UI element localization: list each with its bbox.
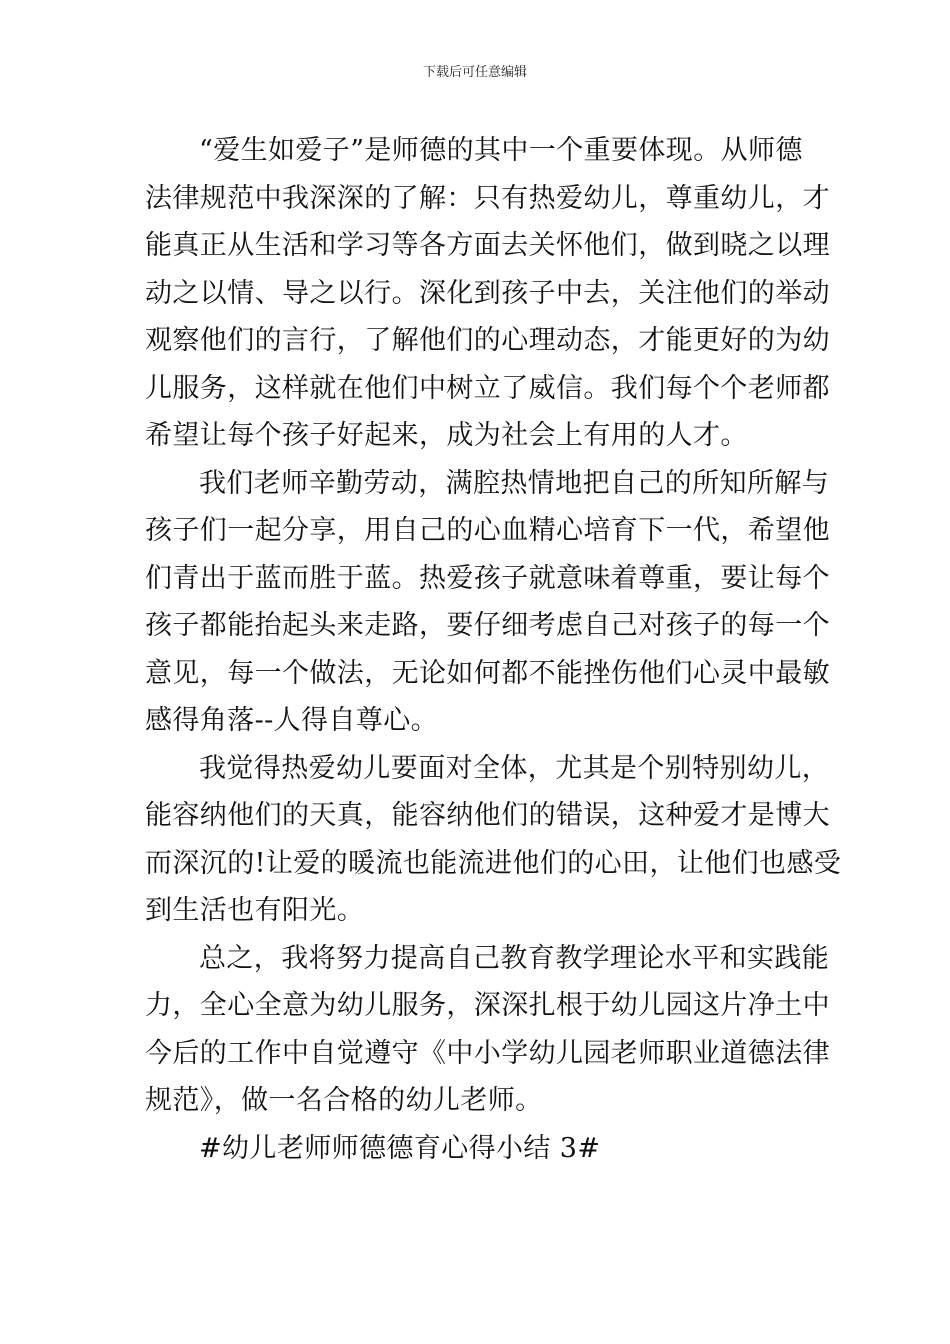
paragraph-line: 能容纳他们的天真，能容纳他们的错误，这种爱才是博大 [145, 800, 830, 831]
paragraph-2 [145, 460, 830, 745]
paragraph-4 [145, 935, 830, 1125]
paragraph-line: 力，全心全意为幼儿服务，深深扎根于幼儿园这片净土中 [145, 990, 830, 1021]
paragraph-line: 规范》，做一名合格的幼儿老师。 [145, 1085, 543, 1116]
paragraph-line: 希望让每个孩子好起来，成为社会上有用的人才。 [145, 420, 748, 451]
paragraph-line: 到生活也有阳光。 [145, 895, 365, 926]
paragraph-line: 能真正从生活和学习等各方面去关怀他们，做到晓之以理 [145, 230, 830, 261]
page-header: 下载后可任意编辑 [422, 65, 527, 80]
paragraph-line: “爱生如爱子”是师德的其中一个重要体现。从师德 [199, 135, 803, 166]
paragraph-line: 总之，我将努力提高自己教育教学理论水平和实践能 [199, 942, 830, 974]
paragraph-line: 意见，每一个做法，无论如何都不能挫伤他们心灵中最敏 [145, 657, 830, 689]
paragraph-line: 我们老师辛勤劳动，满腔热情地把自己的所知所解与 [199, 467, 830, 499]
paragraph-1 [145, 127, 830, 460]
paragraph-line: 孩子们一起分享，用自己的心血精心培育下一代，希望他 [145, 515, 830, 546]
paragraph-line: 儿服务，这样就在他们中树立了威信。我们每个个老师都 [145, 372, 830, 404]
paragraph-line: 今后的工作中自觉遵守《中小学幼儿园老师职业道德法律 [145, 1037, 830, 1069]
document-body [145, 127, 842, 1172]
section-heading [145, 1125, 807, 1173]
paragraph-line: 而深沉的!让爱的暖流也能流进他们的心田，让他们也感受 [145, 847, 842, 879]
paragraph-line: 们青出于蓝而胜于蓝。热爱孩子就意味着尊重，要让每个 [145, 562, 830, 594]
paragraph-line: 感得角落--人得自尊心。 [145, 705, 439, 736]
paragraph-line: 观察他们的言行，了解他们的心理动态，才能更好的为幼 [145, 325, 830, 356]
section-heading-text: #幼儿老师师德德育心得小结 3# [199, 1132, 601, 1164]
paragraph-line: 动之以情、导之以行。深化到孩子中去，关注他们的举动 [145, 277, 830, 309]
paragraph-line: 法律规范中我深深的了解：只有热爱幼儿，尊重幼儿，才 [145, 182, 830, 214]
paragraph-line: 孩子都能抬起头来走路，要仔细考虑自己对孩子的每一个 [145, 610, 830, 641]
paragraph-line: 我觉得热爱幼儿要面对全体，尤其是个别特别幼儿， [199, 752, 830, 784]
paragraph-3 [145, 745, 842, 935]
